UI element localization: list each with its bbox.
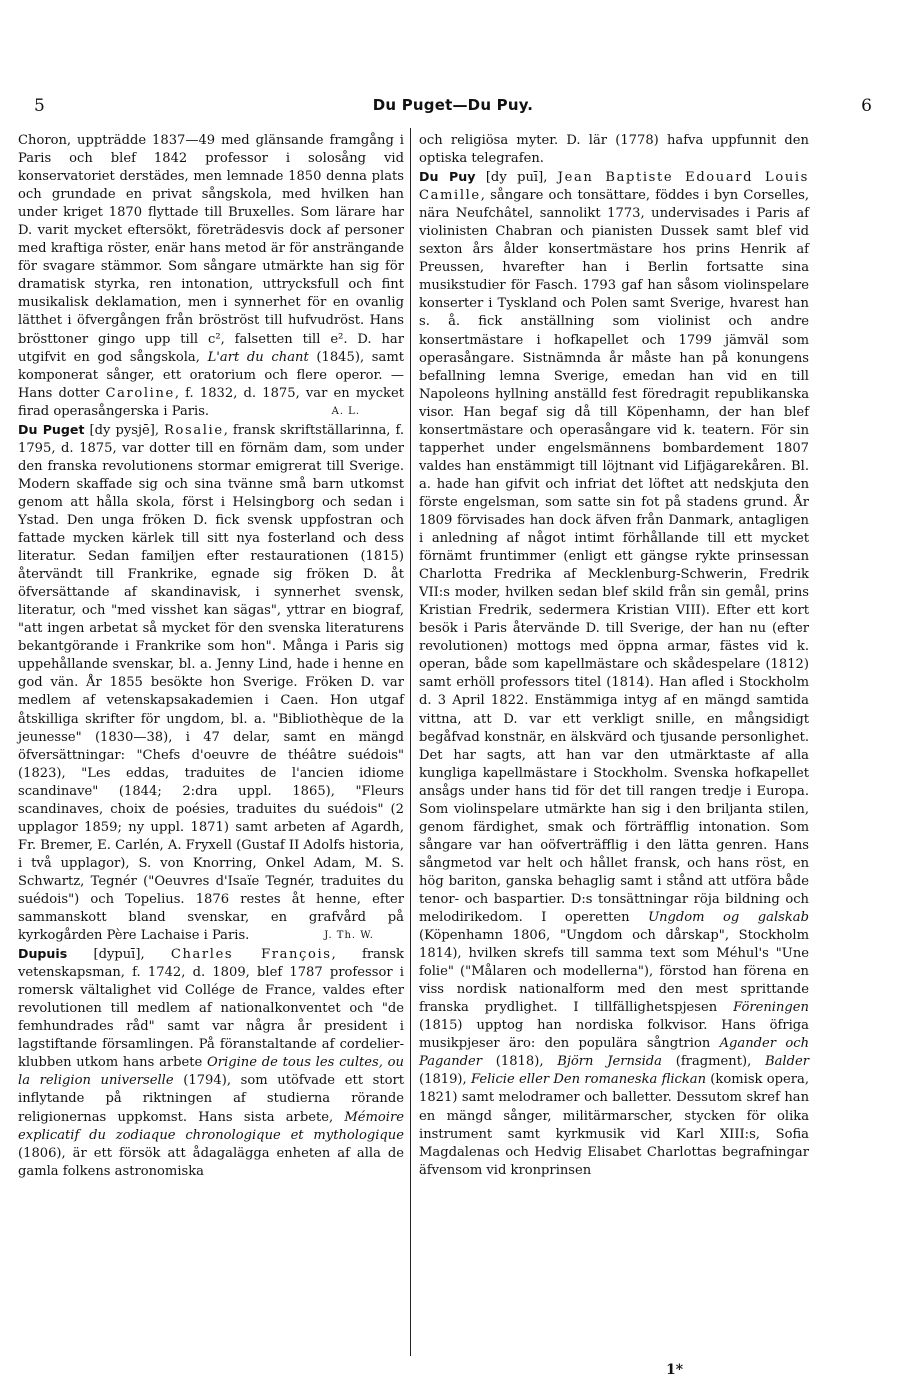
left-column: [18, 132, 404, 1181]
person-name: Rosalie: [164, 422, 224, 438]
work-title: Björn Jernsida: [557, 1054, 662, 1070]
work-title: Felicie eller Den romaneska flickan: [470, 1072, 707, 1088]
work-title: Ungdom og galskab: [648, 910, 809, 926]
running-header: [34, 96, 872, 118]
work-title: Föreningen: [733, 1000, 809, 1016]
page-number-left: 5: [34, 96, 45, 116]
headword: Du Puy: [419, 169, 476, 185]
entry-dupuis-continuation: och religiösa myter. D. lär (1778) hafva uppfunnit den optiska telegrafen.: [419, 133, 809, 167]
person-name: Charles François: [170, 947, 332, 963]
work-title: Balder: [765, 1054, 810, 1070]
book-title: Mémoire explicatif du zodiaque chronologique et mythologique: [18, 1109, 404, 1143]
signature-mark: 1*: [666, 1362, 684, 1378]
page-number-right: 6: [861, 96, 872, 116]
running-title: Du Puget—Du Puy.: [372, 96, 534, 114]
work-title: Agander och Pagander: [419, 1036, 809, 1070]
author-signature: A. L.: [331, 405, 360, 417]
book-title: Origine de tous les cultes, ou la religion universelle: [18, 1055, 404, 1089]
author-signature: J. Th. W.: [324, 930, 374, 942]
person-name: Jean Baptiste Edouard Louis Camille: [419, 170, 809, 204]
headword: Du Puget: [18, 421, 85, 437]
entry-choron-continuation: Choron, uppträdde 1837—49 med glänsande framgång i Paris och blef 1842 professor i solosång vid konservatoriet derstädes, men lemnade 1850 denna plats och grundade en privat sångskola, med hvilken han under kriget 1870 flyttade till Bruxelles. Som lärare har D. varit mycket eftersökt, företrädesvis dock af personer med kraftiga röster, enär hans metod är för ansträngande för svagare stämmor. Som sångare utmärkte han sig för dramatisk styrka, ren intonation, uttrycksfull och fint musikalisk deklamation, men i synnerhet för en ovanlig lätthet i öfvergången från bröströst till hufvudröst. Hans brösttoner gingo upp till c², falsetten till e². D. har utgifvit en god sångskola, L'art du chant (1845), samt komponerat sånger, ett oratorium och flere operor. — Hans dotter Caroline, f. 1832, d. 1875, var en mycket firad operasångerska i Paris. A. L.: [18, 132, 404, 421]
person-name: Caroline: [105, 385, 175, 401]
column-divider: [410, 128, 411, 1356]
entry-dupuis: Dupuis [dypuī], Charles François, fransk vetenskapsman, f. 1742, d. 1809, blef 1787 professor i romersk vältalighet vid Collége de France, valdes efter revolutionen till medlem af nationalkonventet och "de femhundrades råd" samt var några år president i lagstiftande församlingen. På föranstaltande af cordelier-klubben utkom hans arbete Origine de tous les cultes, ou la religion universelle (1794), som utöfvade ett stort inflytande på riktningen af studierna rörande religionernas uppkomst. Hans sista arbete, Mémoire explicatif du zodiaque chronologique et mythologique (1806), är ett försök att ådagalägga enheten af alla de gamla folkens astronomiska: [18, 946, 405, 1179]
entry-du-puy: Du Puy [dy puī], Jean Baptiste Edouard Louis Camille, sångare och tonsättare, föddes i byn Corselles, nära Neufchâtel, sannolikt 1773, undervisades i Paris af violinisten Chabran och pianisten Dussek samt blef vid sexton års ålder konsertmästare hos prins Henrik af Preussen, hvarefter han i Berlin fortsatte sina musikstudier för Fasch. 1793 gaf han såsom violinspelare konserter i Tyskland och Polen samt Sverige, hvarest han s. å. fick anställning som violinist och andre konsertmästare i hofkapellet och 1799 jämväl som operasångare. Sistnämnda år måste han på konungens befallning lemna Sverige, emedan han vid en till Napoleons hyllning anställd fest föredragit republikanska visor. Han begaf sig då till Köpenhamn, der han blef konsertmästare och operasångare vid k. teatern. För sin tapperhet under engelsmännens bombardement 1807 valdes han enstämmigt till löjtnant vid Lifjägarekåren. Bl. a. hade han gifvit och infriat det löftet att nedskjuta den förste engelsman, som satte sin fot på stadens grund. År 1809 förvisades han dock äfven från Danmark, antagligen i anledning af något intimt förhållande till ett mycket förnämt fruntimmer (enligt ett gängse rykte prinsessan Charlotta Fredrika af Mecklenburg-Schwerin, Fredrik VII:s moder, hvilken sedan blef skild från sin gemål, prins Kristian Fredrik, sedermera Kristian VIII). Efter ett kort besök i Paris återvände D. till Sverige, der han nu (efter revolutionen) mottogs med öppna armar, fästes vid k. operan, både som kapellmästare och skådespelare (1812) samt erhöll professors titel (1814). Han afled i Stockholm d. 3 April 1822. Enstämmiga intyg af en mängd samtida vittna, att D. var ett verkligt snille, en mångsidigt begåfvad konstnär, en älskvärd och tjusande personlighet. Det har sagts, att han var den utmärktaste af alla kungliga kapellmästare i Stockholm. Svenska hofkapellet ansågs under hans tid för det till rangen tredje i Europa. Som violinspelare utmärkte han sig i den briljanta stilen, genom färdighet, smak och förträfflig intonation. Som sångare var han oöfverträfflig i den lätta genren. Hans sångmetod var helt och hållet fransk, och hans röst, en hög bariton, ganska behaglig samt i stånd att utföra både tenor- och baspartier. D:s tonsättningar röja bildning och melodirikedom. I operetten Ungdom og galskab (Köpenhamn 1806, "Ungdom och dårskap", Stockholm 1814), hvilken skrefs till samma text som Méhul's "Une folie" ("Målaren och modellerna"), förstod han förena en viss nordisk nationalform med den mest sprittande franska prydlighet. I tillfällighetspjesen Föreningen (1815) upptog han nordiska folkvisor. Hans öfriga musikpjeser äro: den populära sångtrion Agander och Pagander (1818), Björn Jernsida (fragment), Balder (1819), Felicie eller Den romaneska flickan (komisk opera, 1821) samt melodramer och balletter. Dessutom skref han en mängd sånger, militärmarscher, stycken för olika instrument samt kyrkmusik vid Karl XIII:s, Sofia Magdalenas och Hedvig Elisabet Charlottas begrafningar äfvensom vid kronprinsen: [419, 169, 810, 1178]
right-column: [419, 132, 809, 1180]
book-title: L'art du chant: [207, 349, 309, 365]
headword: Dupuis: [18, 946, 68, 962]
entry-du-puget: Du Puget [dy pysjē], Rosalie, fransk skriftställarinna, f. 1795, d. 1875, var dotter till en förnäm dam, som under den franska revolutionens stormar emigrerat till Sverige. Modern skaffade sig och sina tvänne små barn utkomst genom att hålla skola, först i Helsingborg och sedan i Ystad. Den unga fröken D. fick svensk uppfostran och fattade mycken kärlek till sitt nya fosterland och dess literatur. Sedan familjen efter restaurationen (1815) återvändt till Frankrike, egnade sig fröken D. åt öfversättande af skandinavisk, i synnerhet svensk, literatur, och "med visshet kan sägas", yttrar en biograf, "att ingen arbetat så mycket för den svenska literaturens bekantgörande i Frankrike som hon". Många i Paris sig uppehållande svenskar, bl. a. Jenny Lind, hade i henne en god vän. År 1855 besökte hon Sverige. Fröken D. var medlem af vetenskapsakademien i Caen. Hon utgaf åtskilliga skrifter för ungdom, bl. a. "Bibliothèque de la jeunesse" (1830—38), i 47 delar, samt en mängd öfversättningar: "Chefs d'oeuvre de théâtre suédois" (1823), "Les eddas, traduites de l'ancien idiome scandinave" (1844; 2:dra uppl. 1865), "Fleurs scandinaves, choix de poésies, traduites du suédois" (2 upplagor 1859; ny uppl. 1871) samt arbeten af Agardh, Fr. Bremer, E. Carlén, A. Fryxell (Gustaf II Adolfs historia, i två upplagor), S. von Knorring, Onkel Adam, M. S. Schwartz, Tegnér ("Oeuvres d'Isaïe Tegnér, traduites du suédois") och Topelius. 1876 restes åt henne, efter sammanskott bland svenskar, en grafvård på kyrkogården Père Lachaise i Paris. J. Th. W.: [18, 421, 404, 945]
